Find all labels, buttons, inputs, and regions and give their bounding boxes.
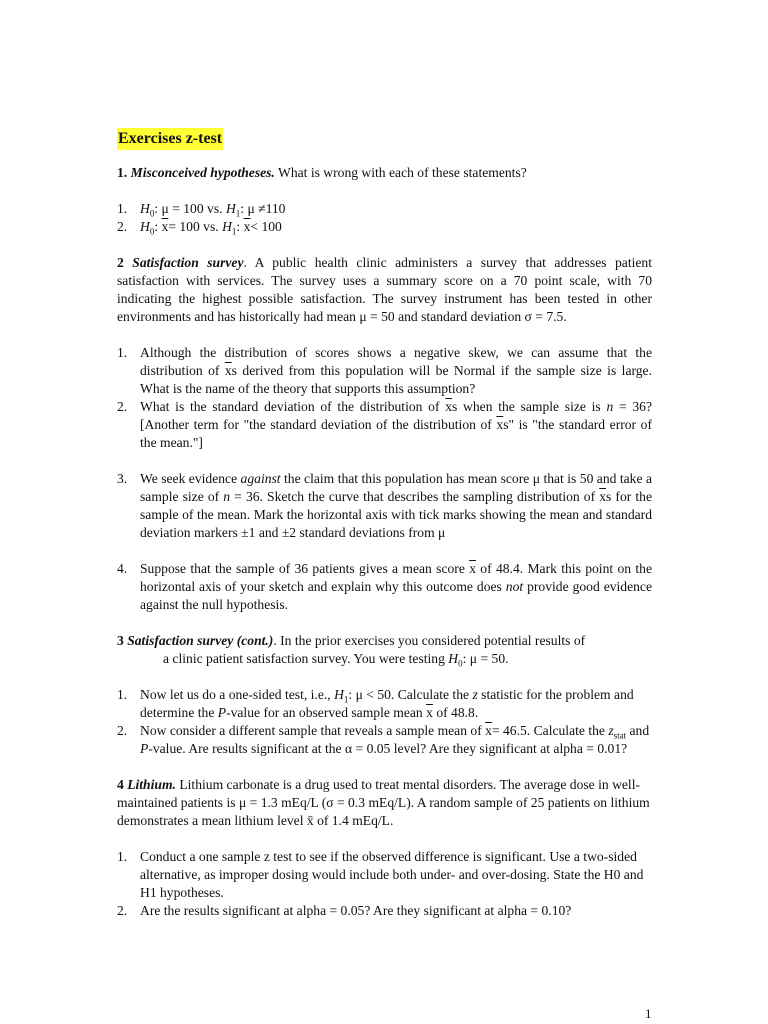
exercise-1-heading: 1. Misconceived hypotheses. What is wrong with each of these statements? [117,165,527,180]
exercise-4-intro: 4 Lithium. Lithium carbonate is a drug used to treat mental disorders. The average dose in well-maintained patients is μ = 1.3 mEq/L (σ = 0.3 mEq/L). A random sample of 25 patients on lithium demonstrates a mean lithium level x̄ of 1.4 mEq/L. [117,777,650,828]
exercise-1-topic: Misconceived hypotheses. [130,165,275,180]
exercise-3-intro-cont: a clinic patient satisfaction survey. You were testing $H_0$: μ = 50. [163,651,509,669]
exercise-2-list [117,344,652,614]
list-item: 2. What is the standard deviation of the distribution of $\overline{x}s$ when the sample size is n = 36? [Another term for "the standard deviation of the distribution of $\overline{x}s$" is "the standard error of the mean."] [117,399,652,450]
exercise-3-topic: Satisfaction survey (cont.) [127,633,274,648]
list-item: 2. Are the results significant at alpha = 0.05? Are they significant at alpha = 0.10? [117,903,572,918]
exercise-4-topic: Lithium. [127,777,176,792]
document-page [117,128,652,920]
page-number: 1 [645,1006,652,1021]
exercise-1-intro: What is wrong with each of these statements? [278,165,527,180]
exercise-2-topic: Satisfaction survey [132,255,244,270]
list-item: 1. Although the distribution of scores shows a negative skew, we can assume that the distribution of $\overline{x}s$ derived from this population will be Normal if the sample size is large. What is the name of the theory that supports this assumption? [117,345,652,396]
page-title: Exercises z-test [117,128,223,150]
list-item: 4. Suppose that the sample of 36 patients gives a mean score $\overline{x}$ of 48.4. Mark this point on the horizontal axis of your sketch and explain why this outcome does not provide good evidence against the null hypothesis. [117,561,652,612]
list-item: 2. $H_0$: $\overline{x}= 100$ vs. $H_1$: $\overline{x}< 100$ [117,219,282,237]
list-item: 3. We seek evidence against the claim that this population has mean score μ that is 50 and take a sample size of n = 36. Sketch the curve that describes the sampling distribution of $\overline{x}s$ for the sample of the mean. Mark the horizontal axis with tick marks showing the mean and standard deviation markers ±1 and ±2 standard deviations from μ [117,471,652,540]
list-item: 2. Now consider a different sample that reveals a sample mean of $\overline{x}= 46.5$. Calculate the $z_{stat}$ and P-value. Are results significant at the α = 0.05 level? Are they significant at alpha = 0.01? [117,723,650,756]
exercise-2-intro: 2 Satisfaction survey. A public health clinic administers a survey that addresses patient satisfaction with services. The survey uses a summary score on a 70 point scale, with 70 indicating the highest possible satisfaction. The survey instrument has been tested in other environments and has historically had mean μ = 50 and standard deviation σ = 7.5. [117,255,653,324]
list-item: 1. Now let us do a one-sided test, i.e., $H_1$: μ < 50. Calculate the z statistic for the problem and determine the P-value for an observed sample mean $\overline{x}$ of 48.8. [117,687,634,720]
exercise-3-intro: 3 Satisfaction survey (cont.). In the prior exercises you considered potential results of [117,633,586,648]
list-item: 1. $H_0$: μ = 100 vs. $H_1$: μ ≠110 [117,201,286,219]
list-item: 1. Conduct a one sample z test to see if the observed difference is significant. Use a two-sided alternative, as improper dosing would include both under- and over-dosing. State the H0 and H1 hypotheses. [117,849,644,900]
exercise-4-list [117,848,652,920]
exercise-3-list [117,686,652,758]
exercise-1-list [117,200,652,236]
